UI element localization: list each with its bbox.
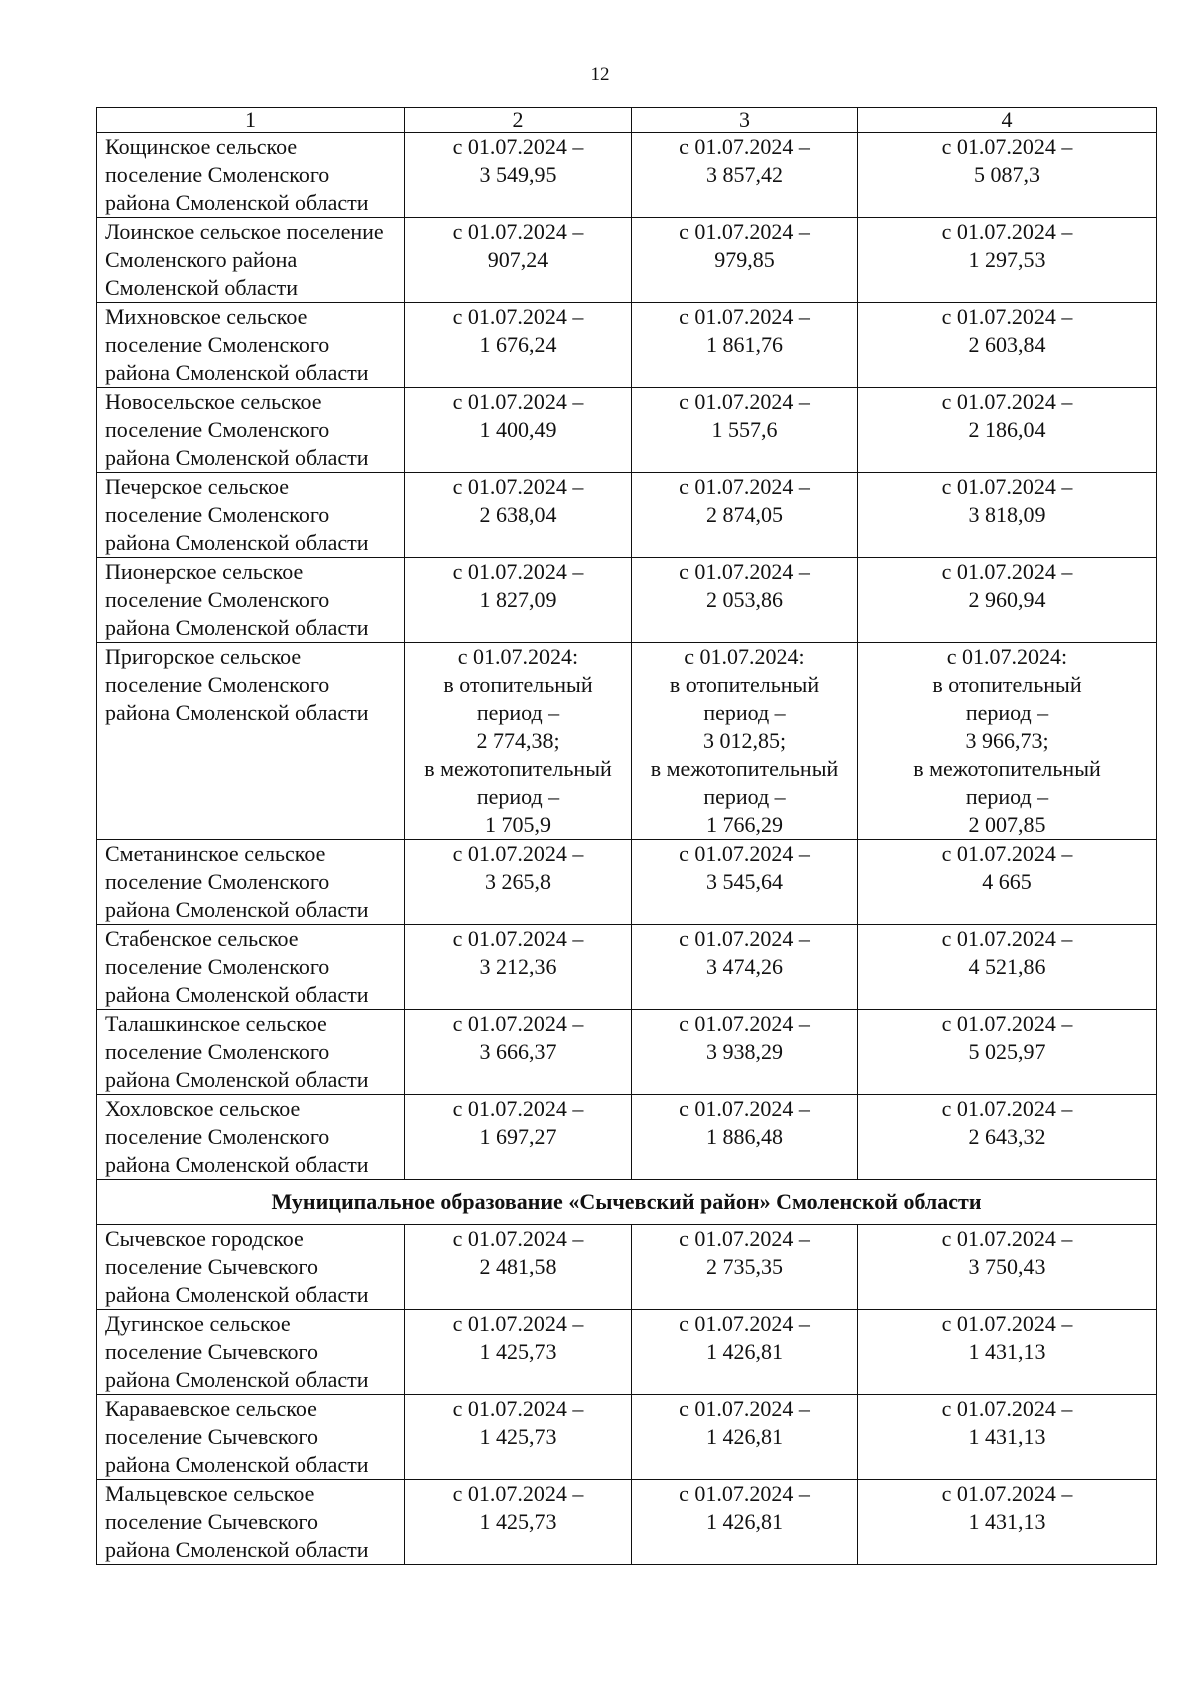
tariff-cell-col3-line: с 01.07.2024 – [679,1481,810,1506]
settlement-name-cell-line: поселение Сычевского [105,1254,319,1279]
settlement-name-cell [97,133,405,218]
tariff-cell-col4 [858,133,1157,218]
settlement-name-cell-line: района Смоленской области [105,897,369,922]
tariff-cell-col3 [632,218,858,303]
tariff-cell-col4-line: с 01.07.2024 – [941,1096,1073,1121]
tariff-cell-col2-line: в отопительный [443,672,593,697]
tariff-cell-col4 [858,1010,1157,1095]
settlement-name-cell [97,218,405,303]
tariff-cell-col3 [632,303,858,388]
tariff-cell-col4-line: 2 007,85 [968,812,1046,837]
tariff-cell-col3-line: 1 861,76 [706,332,783,357]
tariff-cell-col3 [632,1225,858,1310]
tariff-cell-col4 [858,1095,1157,1180]
tariff-cell-col4-line: 3 750,43 [968,1254,1046,1279]
tariff-cell-col2 [405,1310,632,1395]
settlement-name-cell [97,388,405,473]
tariff-cell-col4-line: 3 966,73; [965,728,1049,753]
tariff-cell-col3-line: в межотопительный [650,756,839,781]
settlement-name-cell [97,925,405,1010]
settlement-name-cell-line: района Смоленской области [105,1452,369,1477]
tariff-cell-col3-line: с 01.07.2024 – [679,559,810,584]
tariff-cell-col4-line: в межотопительный [913,756,1101,781]
tariff-cell-col2 [405,388,632,473]
settlement-name-cell-line: поселение Смоленского [105,1039,330,1064]
tariff-cell-col4-line: с 01.07.2024 – [941,134,1073,159]
tariff-cell-col3-line: с 01.07.2024 – [679,389,810,414]
tariff-cell-col4 [858,218,1157,303]
tariff-cell-col4-line: 2 643,32 [968,1124,1046,1149]
tariff-cell-col3-line: 3 545,64 [706,869,783,894]
tariff-cell-col4-line: с 01.07.2024 – [941,1396,1073,1421]
table-row [97,218,1157,303]
tariff-cell-col3 [632,643,858,840]
tariff-cell-col4-line: с 01.07.2024 – [941,1481,1073,1506]
settlement-name-cell-line: поселение Смоленского [105,502,330,527]
settlement-name-cell-line: района Смоленской области [105,1152,369,1177]
tariff-cell-col2-line: 3 666,37 [479,1039,557,1064]
tariff-cell-col4-line: с 01.07.2024 – [941,1226,1073,1251]
settlement-name-cell [97,1010,405,1095]
table-row [97,473,1157,558]
tariff-cell-col2-line: 907,24 [487,247,549,272]
tariff-cell-col4-line: в отопительный [932,672,1082,697]
settlement-name-cell-line: района Смоленской области [105,615,369,640]
tariff-cell-col4-line: 2 186,04 [968,417,1046,442]
tariff-cell-col3-line: с 01.07.2024 – [679,1311,810,1336]
tariff-cell-col3 [632,473,858,558]
tariff-cell-col4-line: с 01.07.2024 – [941,304,1073,329]
table-row [97,388,1157,473]
tariff-cell-col3-line: с 01.07.2024 – [679,1396,810,1421]
tariff-cell-col2-line: с 01.07.2024 – [452,559,584,584]
settlement-name-cell-line: района Смоленской области [105,982,369,1007]
settlement-name-cell [97,303,405,388]
settlement-name-cell-line: поселение Сычевского [105,1509,319,1534]
settlement-name-cell-line: Сметанинское сельское [105,841,326,866]
tariff-cell-col3-line: 3 012,85; [702,728,787,753]
column-header-3: 3 [632,108,858,133]
settlement-name-cell [97,1395,405,1480]
settlement-name-cell [97,1225,405,1310]
settlement-name-cell-line: поселение Смоленского [105,417,330,442]
settlement-name-cell-line: Дугинское сельское [105,1311,291,1336]
settlement-name-cell-line: Смоленской области [105,275,298,300]
settlement-name-cell-line: поселение Сычевского [105,1339,319,1364]
tariff-cell-col3-line: с 01.07.2024 – [679,926,810,951]
tariff-cell-col2-line: с 01.07.2024 – [452,474,584,499]
settlement-name-cell-line: поселение Смоленского [105,869,330,894]
column-header-1: 1 [97,108,405,133]
tariff-cell-col4 [858,388,1157,473]
table-row [97,133,1157,218]
tariff-cell-col3 [632,1010,858,1095]
tariff-cell-col2 [405,1395,632,1480]
tariff-cell-col4 [858,1310,1157,1395]
tariff-cell-col3-line: с 01.07.2024 – [679,219,810,244]
tariff-cell-col3 [632,133,858,218]
settlement-name-cell-line: поселение Сычевского [105,1424,319,1449]
settlement-name-cell-line: Лоинское сельское поселение [105,219,384,244]
settlement-name-cell-line: района Смоленской области [105,700,369,725]
tariff-cell-col2 [405,218,632,303]
table-row [97,1010,1157,1095]
tariff-cell-col4-line: период – [965,700,1049,725]
tariff-cell-col3 [632,840,858,925]
tariff-cell-col4-line: период – [965,784,1049,809]
settlement-name-cell-line: района Смоленской области [105,360,369,385]
table-row [97,1310,1157,1395]
tariff-cell-col3-line: 2 053,86 [706,587,783,612]
tariff-cell-col2-line: 3 549,95 [479,162,557,187]
tariff-cell-col3-line: 1 557,6 [711,417,778,442]
tariff-cell-col2-line: с 01.07.2024 – [452,389,584,414]
settlement-name-cell [97,643,405,840]
tariff-cell-col3 [632,558,858,643]
settlement-name-cell-line: поселение Смоленского [105,162,330,187]
tariff-cell-col4-line: с 01.07.2024: [946,644,1068,669]
tariff-cell-col2-line: с 01.07.2024 – [452,134,584,159]
tariff-cell-col2 [405,558,632,643]
tariff-cell-col2-line: 1 425,73 [479,1339,557,1364]
tariff-cell-col2 [405,925,632,1010]
settlement-name-cell-line: района Смоленской области [105,445,369,470]
tariff-cell-col2 [405,1010,632,1095]
tariff-cell-col3-line: с 01.07.2024 – [679,304,810,329]
settlement-name-cell-line: Кощинское сельское [105,134,298,159]
tariff-cell-col4-line: с 01.07.2024 – [941,559,1073,584]
tariff-cell-col2-line: с 01.07.2024 – [452,1311,584,1336]
tariff-cell-col4-line: с 01.07.2024 – [941,841,1073,866]
tariff-cell-col3 [632,1480,858,1565]
tariff-cell-col4 [858,643,1157,840]
tariff-cell-col4-line: 3 818,09 [968,502,1046,527]
tariff-cell-col3-line: 3 857,42 [706,162,783,187]
tariff-cell-col2-line: 2 774,38; [476,728,560,753]
tariff-cell-col4 [858,1225,1157,1310]
tariff-cell-col3 [632,388,858,473]
tariff-cell-col3-line: 3 938,29 [706,1039,783,1064]
tariff-cell-col2-line: период – [476,700,560,725]
settlement-name-cell-line: района Смоленской области [105,1537,369,1562]
tariff-cell-col3 [632,1095,858,1180]
settlement-name-cell-line: Печерское сельское [105,474,289,499]
table-row [97,840,1157,925]
tariff-cell-col4-line: с 01.07.2024 – [941,389,1073,414]
tariff-cell-col2-line: с 01.07.2024 – [452,219,584,244]
tariff-cell-col3 [632,1310,858,1395]
tariff-cell-col4-line: с 01.07.2024 – [941,474,1073,499]
tariff-cell-col2-line: с 01.07.2024 – [452,1481,584,1506]
tariff-cell-col4-line: с 01.07.2024 – [941,1011,1073,1036]
tariff-cell-col3-line: 3 474,26 [706,954,783,979]
tariff-cell-col2-line: в межотопительный [424,756,612,781]
tariff-table [96,107,1157,1565]
tariff-cell-col2 [405,840,632,925]
tariff-cell-col2-line: с 01.07.2024 – [452,926,584,951]
settlement-name-cell-line: Смоленского района [105,247,298,272]
settlement-name-cell-line: поселение Смоленского [105,332,330,357]
tariff-cell-col2-line: с 01.07.2024 – [452,1011,584,1036]
tariff-cell-col4-line: 1 431,13 [968,1339,1046,1364]
tariff-cell-col4 [858,558,1157,643]
tariff-cell-col4-line: с 01.07.2024 – [941,219,1073,244]
table-header-row [97,108,1157,133]
tariff-cell-col2-line: 1 425,73 [479,1509,557,1534]
tariff-cell-col3 [632,1395,858,1480]
tariff-cell-col4-line: 1 431,13 [968,1509,1046,1534]
tariff-cell-col3-line: 979,85 [714,247,775,272]
tariff-cell-col4 [858,840,1157,925]
tariff-cell-col3-line: 2 735,35 [706,1254,783,1279]
tariff-cell-col4-line: с 01.07.2024 – [941,926,1073,951]
settlement-name-cell-line: Сычевское городское [105,1226,304,1251]
column-header-2: 2 [405,108,632,133]
settlement-name-cell [97,558,405,643]
tariff-cell-col2-line: 2 481,58 [479,1254,557,1279]
tariff-cell-col3-line: с 01.07.2024 – [679,841,810,866]
settlement-name-cell-line: Михновское сельское [105,304,308,329]
tariff-cell-col2 [405,303,632,388]
tariff-cell-col2-line: 1 425,73 [479,1424,557,1449]
tariff-cell-col4-line: 4 521,86 [968,954,1046,979]
settlement-name-cell-line: Караваевское сельское [105,1396,317,1421]
settlement-name-cell-line: района Смоленской области [105,1282,369,1307]
tariff-cell-col2 [405,473,632,558]
settlement-name-cell-line: Хохловское сельское [105,1096,301,1121]
tariff-cell-col2 [405,1225,632,1310]
settlement-name-cell-line: района Смоленской области [105,1367,369,1392]
settlement-name-cell [97,1480,405,1565]
table-row [97,1395,1157,1480]
tariff-cell-col4 [858,1480,1157,1565]
tariff-cell-col2 [405,133,632,218]
tariff-cell-col3-line: 2 874,05 [706,502,783,527]
tariff-cell-col2-line: с 01.07.2024 – [452,304,584,329]
tariff-cell-col3-line: в отопительный [669,672,820,697]
settlement-name-cell-line: Стабенское сельское [105,926,299,951]
settlement-name-cell-line: поселение Смоленского [105,672,330,697]
settlement-name-cell-line: района Смоленской области [105,1067,369,1092]
tariff-cell-col2-line: 1 676,24 [479,332,557,357]
settlement-name-cell-line: района Смоленской области [105,190,369,215]
tariff-cell-col3-line: с 01.07.2024 – [679,1226,810,1251]
page-number: 12 [590,64,610,85]
tariff-cell-col2 [405,1095,632,1180]
tariff-cell-col2-line: период – [476,784,560,809]
tariff-cell-col4-line: 5 025,97 [968,1039,1046,1064]
settlement-name-cell-line: Новосельское сельское [105,389,322,414]
tariff-cell-col3-line: 1 766,29 [706,812,783,837]
tariff-cell-col3-line: с 01.07.2024 – [679,1096,810,1121]
tariff-cell-col3-line: с 01.07.2024 – [679,1011,810,1036]
settlement-name-cell-line: Пионерское сельское [105,559,304,584]
tariff-cell-col2-line: с 01.07.2024: [457,644,579,669]
tariff-cell-col4-line: 2 960,94 [968,587,1046,612]
table-row [97,1480,1157,1565]
tariff-cell-col2-line: с 01.07.2024 – [452,841,584,866]
tariff-cell-col2-line: с 01.07.2024 – [452,1396,584,1421]
tariff-cell-col2-line: 1 705,9 [485,812,551,837]
tariff-cell-col2-line: 1 400,49 [479,417,557,442]
tariff-cell-col2-line: 3 212,36 [479,954,557,979]
tariff-cell-col3-line: с 01.07.2024 – [679,474,810,499]
settlement-name-cell-line: поселение Смоленского [105,954,330,979]
table-row [97,558,1157,643]
settlement-name-cell [97,473,405,558]
tariff-cell-col2-line: с 01.07.2024 – [452,1226,584,1251]
settlement-name-cell [97,1095,405,1180]
table-row [97,303,1157,388]
tariff-cell-col3-line: период – [703,700,786,725]
tariff-cell-col3-line: 1 426,81 [706,1424,783,1449]
tariff-cell-col2 [405,643,632,840]
settlement-name-cell-line: поселение Смоленского [105,1124,330,1149]
settlement-name-cell-line: поселение Смоленского [105,587,330,612]
tariff-cell-col3-line: 1 426,81 [706,1339,783,1364]
settlement-name-cell [97,1310,405,1395]
tariff-cell-col2-line: 2 638,04 [479,502,557,527]
tariff-cell-col2 [405,1480,632,1565]
table-row [97,643,1157,840]
table-row [97,1095,1157,1180]
table-row [97,1225,1157,1310]
tariff-cell-col4-line: с 01.07.2024 – [941,1311,1073,1336]
table-row [97,925,1157,1010]
settlement-name-cell-line: района Смоленской области [105,530,369,555]
section-title: Муниципальное образование «Сычевский район» Смоленской области [97,1180,1157,1225]
tariff-cell-col4 [858,925,1157,1010]
tariff-cell-col3-line: 1 426,81 [706,1509,783,1534]
tariff-cell-col2-line: 3 265,8 [485,869,551,894]
tariff-cell-col3 [632,925,858,1010]
tariff-cell-col4-line: 4 665 [982,869,1032,894]
tariff-cell-col4-line: 2 603,84 [968,332,1046,357]
settlement-name-cell-line: Мальцевское сельское [105,1481,315,1506]
column-header-4: 4 [858,108,1157,133]
tariff-cell-col4-line: 1 297,53 [968,247,1046,272]
section-row [97,1180,1157,1225]
tariff-cell-col4 [858,473,1157,558]
tariff-cell-col3-line: 1 886,48 [706,1124,783,1149]
tariff-cell-col2-line: с 01.07.2024 – [452,1096,584,1121]
tariff-cell-col3-line: период – [703,784,786,809]
tariff-cell-col2-line: 1 827,09 [479,587,557,612]
settlement-name-cell [97,840,405,925]
tariff-cell-col3-line: с 01.07.2024 – [679,134,810,159]
settlement-name-cell-line: Талашкинское сельское [105,1011,327,1036]
tariff-cell-col2-line: 1 697,27 [479,1124,557,1149]
tariff-cell-col4 [858,303,1157,388]
tariff-cell-col4-line: 5 087,3 [974,162,1040,187]
settlement-name-cell-line: Пригорское сельское [105,644,302,669]
tariff-cell-col4-line: 1 431,13 [968,1424,1046,1449]
tariff-cell-col3-line: с 01.07.2024: [684,644,805,669]
tariff-cell-col4 [858,1395,1157,1480]
